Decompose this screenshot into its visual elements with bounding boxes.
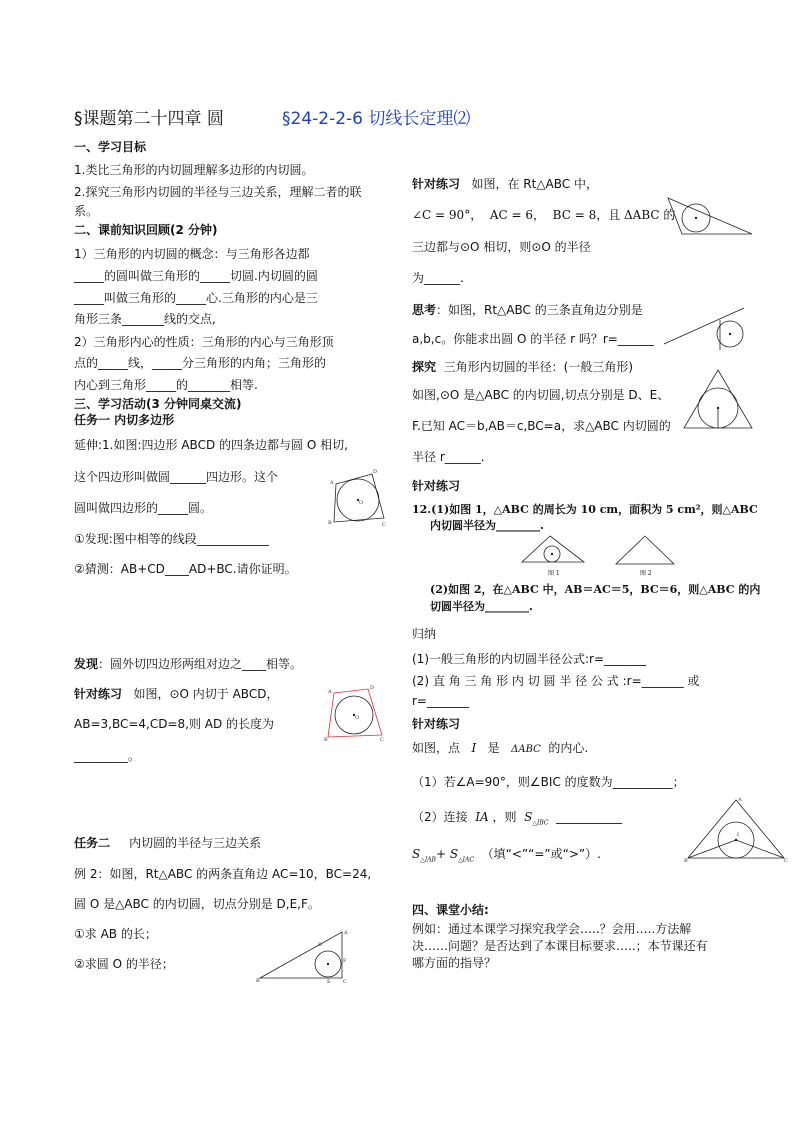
discover-text: ：圆外切四边形两组对边之____相等。: [98, 657, 303, 671]
practice1-line-1: [74, 686, 278, 702]
practice1-text: 如图，⊙O 内切于 ABCD，: [133, 687, 279, 701]
quad2-label-o: O: [355, 715, 360, 721]
section2-heading: 二、课前知识回顾(2 分钟): [74, 223, 218, 237]
rpractice2-label: 针对练习: [412, 479, 461, 493]
rpractice3-q2: （2）连接 IA ，则 $S_{\triangle IBC}$ ___________: [412, 810, 623, 827]
review-line-7: 内心到三角形_____的_______相等.: [74, 378, 258, 392]
explore-text: 三角形内切圆的半径：(一般三角形): [443, 360, 634, 374]
summary-line-1: (1)一般三角形的内切圆半径公式:r=_______: [412, 652, 647, 666]
summary-text-1: 例如：通过本课学习探究我学会…..？会用…..方法解: [412, 922, 692, 936]
quad-practice-figure: [324, 685, 384, 743]
summary-line-2: (2) 直 角 三 角 形 内 切 圆 半 径 公 式 :r=_______ 或: [412, 674, 700, 688]
rpractice1-line-2: ∠C = 90°， AC = 6， BC = 8，且 ΔABC 的: [412, 208, 676, 222]
inc-label-c: C: [784, 858, 788, 864]
quad-label-d: D: [373, 469, 378, 475]
quad-label-o: O: [359, 500, 364, 506]
section3-heading: 三、学习活动(3 分钟同桌交流): [74, 397, 242, 411]
rpractice2-q1-line-2: 内切圆半径为________.: [430, 519, 544, 532]
review-line-1: 1）三角形的内切圆的概念：与三角形各边都: [74, 247, 310, 261]
rt-label-f: F: [343, 958, 347, 964]
fig1-caption: 图 1: [548, 570, 560, 577]
quad2-label-a: A: [328, 689, 332, 695]
quad-incircle-figure: [328, 468, 386, 528]
page-title-prefix: §课题第二十四章 圆: [74, 109, 224, 129]
right-triangle-figure: [256, 928, 348, 984]
task2-title: 内切圆的半径与三边关系: [129, 836, 262, 850]
discover-label: 发现: [74, 657, 99, 671]
practice-fig1: [520, 534, 586, 570]
rpractice1-line-4: 为______.: [412, 271, 464, 285]
incenter-figure: [684, 796, 788, 864]
rpractice2-q2-line-1: (2)如图 2，在△ABC 中，AB＝AC＝5，BC＝6，则△ABC 的内: [430, 583, 761, 596]
rpractice1-line-1: [412, 176, 598, 192]
extension-line-3: 圆叫做四边形的_____圆。: [74, 501, 213, 515]
rt-label-c: C: [343, 979, 347, 985]
task2-line: [74, 835, 261, 851]
rt-label-b: B: [256, 978, 260, 984]
think-label: 思考: [412, 303, 437, 317]
summary-line-3: r=_______: [412, 694, 469, 708]
summary-label: 归纳: [412, 627, 437, 641]
example2-line-2: 圆 O 是△ABC 的内切圆，切点分别是 D,E,F。: [74, 897, 320, 911]
review-line-4: 角形三条_______线的交点,: [74, 312, 216, 326]
practice1-line-2: AB=3,BC=4,CD=8,则 AD 的长度为: [74, 717, 275, 731]
rpractice2-q2-line-2: 切圆半径为________.: [430, 600, 533, 613]
think-line-1: [412, 302, 643, 318]
finding-line: ①发现:图中相等的线段____________: [74, 532, 269, 546]
explore-label: 探究: [412, 360, 437, 374]
section4-heading: 四、课堂小结:: [412, 903, 489, 917]
review-line-2: _____的圆叫做三角形的_____切圆.内切圆的圆: [74, 269, 318, 283]
explore-line-1: [412, 359, 633, 375]
rpractice1-label: 针对练习: [412, 177, 461, 191]
think-text: ：如图，Rt△ABC 的三条直角边分别是: [436, 303, 643, 317]
discover-line: [74, 656, 302, 672]
rpractice1-line-3: 三边都与⊙O 相切，则⊙O 的半径: [412, 240, 591, 254]
example2-question-2: ②求圆 O 的半径；: [74, 957, 174, 971]
quad-label-c: C: [382, 522, 386, 528]
quad2-label-c: C: [380, 737, 384, 743]
rpractice2-q1-line-1: 12.(1)如图 1，△ABC 的周长为 10 cm，面积为 5 cm²，则△ABC: [412, 503, 758, 516]
practice1-label: 针对练习: [74, 687, 123, 701]
guess-line: ②猜测：AB+CD____AD+BC.请你证明。: [74, 562, 297, 576]
review-line-3: _____叫做三角形的_____心.三角形的内心是三: [74, 291, 318, 305]
think-line-2: a,b,c。你能求出圆 O 的半径 r 吗？r=______: [412, 332, 654, 346]
goal-item-2a: 2.探究三角形内切圆的半径与三边关系，理解二者的联: [74, 185, 362, 199]
review-line-6: 点的_____线，_____分三角形的内角；三角形的: [74, 356, 327, 370]
quad-label-b: B: [328, 520, 332, 526]
summary-text-3: 哪方面的指导？: [412, 956, 497, 970]
extension-line-1: 延伸:1.如图:四边形 ABCD 的四条边都与圆 O 相切,: [74, 438, 348, 452]
practice-fig2: [614, 534, 676, 570]
rt-label-e: E: [327, 979, 331, 985]
explore-line-4: 半径 r______.: [412, 450, 485, 464]
explore-line-2: 如图,⊙O 是△ABC 的内切圆,切点分别是 D、E、: [412, 388, 670, 402]
quad-label-a: A: [330, 480, 334, 486]
summary-text-2: 决……问题？是否达到了本课目标要求…..；本节课还有: [412, 939, 708, 953]
explore-line-3: F.已知 AC＝b,AB＝c,BC=a，求△ABC 内切圆的: [412, 419, 671, 433]
task1-heading: 任务一 内切多边形: [74, 413, 175, 427]
goal-item-2b: 系。: [74, 204, 99, 218]
page-title-topic: §24-2-2-6 切线长定理⑵: [282, 109, 471, 129]
inc-label-b: B: [684, 858, 688, 864]
rt-label-d: D: [318, 942, 323, 948]
explore-figure: [682, 368, 754, 432]
quad2-label-d: D: [370, 685, 375, 691]
inc-label-i: I: [737, 832, 739, 838]
rpractice3-q1: （1）若∠A=90°，则∠BIC 的度数为__________；: [412, 775, 685, 789]
think-figure: [664, 304, 746, 352]
quad2-label-b: B: [324, 737, 328, 743]
example2-line-1: 例 2：如图，Rt△ABC 的两条直角边 AC=10，BC=24,: [74, 867, 372, 881]
rpractice3-q3: $S_{\triangle IAB}+ S_{\triangle IAC}$ （填“<”“=”或“>”）.: [412, 847, 601, 864]
task2-heading: 任务二: [74, 836, 111, 850]
section1-heading: 一、学习目标: [74, 140, 147, 154]
review-line-5: 2）三角形内心的性质：三角形的内心与三角形顶: [74, 335, 334, 349]
quad-outline: [334, 474, 384, 522]
fig2-caption: 图 2: [640, 570, 652, 577]
inc-label-a: A: [738, 797, 742, 803]
example2-question-1: ①求 AB 的长；: [74, 927, 157, 941]
extension-line-2: 这个四边形叫做圆______四边形。这个: [74, 470, 279, 484]
rt-label-a: A: [344, 930, 348, 936]
rpractice1-figure: [664, 190, 756, 238]
practice1-line-3: _________。: [74, 749, 141, 763]
rpractice3-line-1: 如图，点 I 是 ΔABC 的内心.: [412, 741, 589, 755]
goal-item-1: 1.类比三角形的内切圆理解多边形的内切圆。: [74, 163, 314, 177]
rpractice1-text: 如图，在 Rt△ABC 中，: [471, 177, 598, 191]
rpractice3-label: 针对练习: [412, 717, 461, 731]
